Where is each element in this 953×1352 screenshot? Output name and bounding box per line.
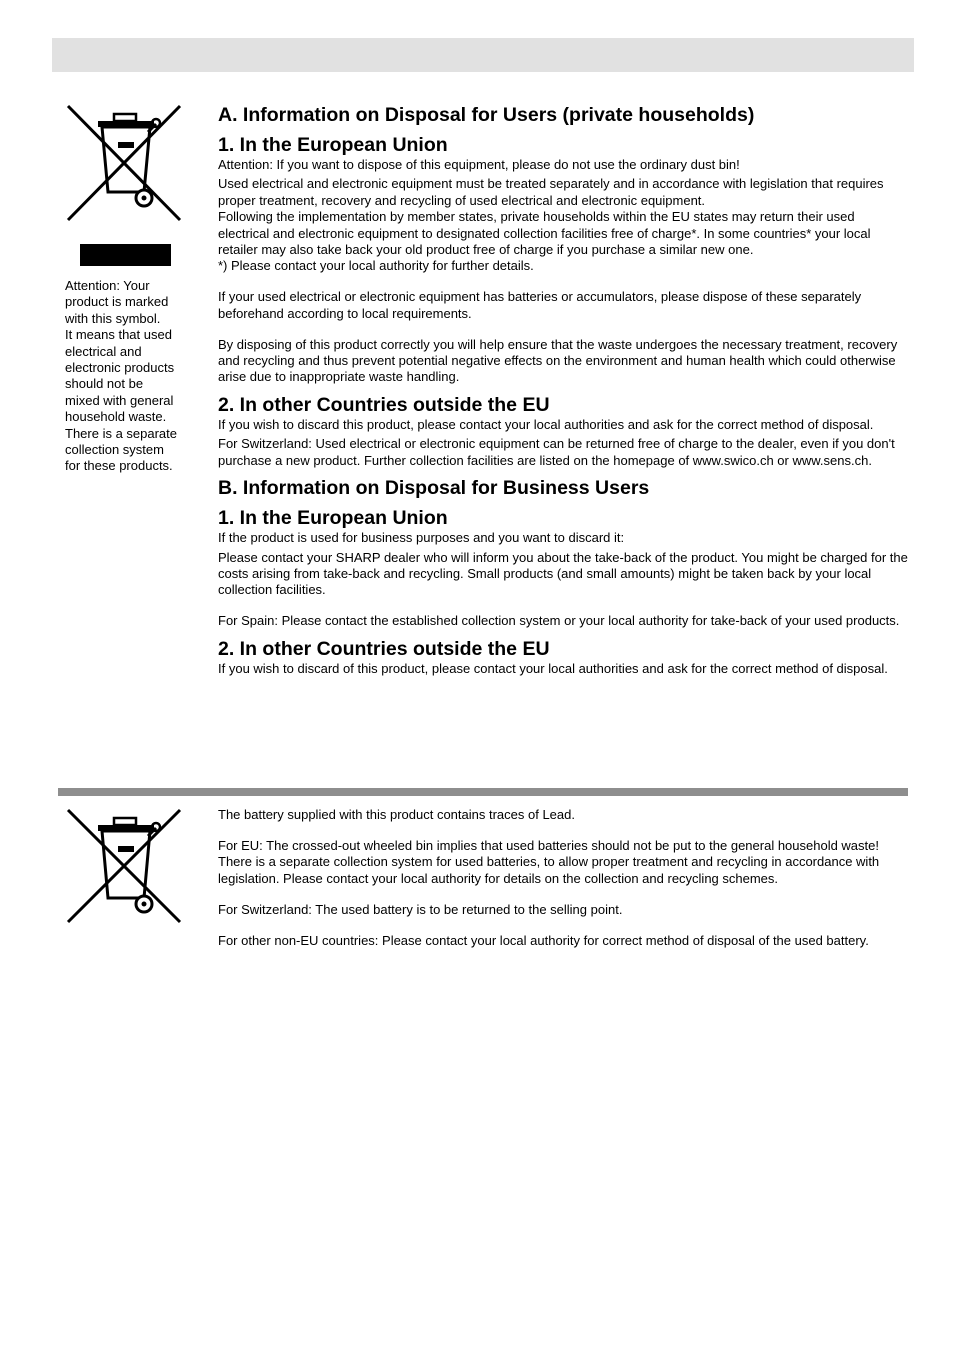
battery-p4: For other non-EU countries: Please contact your local authority for correct method of disposal of the used battery. [218, 932, 869, 948]
side-note-line: should not be [65, 376, 144, 392]
section-a-other-heading: 2. In other Countries outside the EU [218, 393, 550, 416]
main-column [218, 103, 908, 677]
side-note-line: product is marked [65, 294, 169, 310]
crossed-out-wheeled-bin-icon [62, 806, 186, 926]
section-a-eu-heading: 1. In the European Union [218, 134, 448, 156]
section-b-title: B. Information on Disposal for Business Users [218, 477, 650, 500]
battery-p3: For Switzerland: The used battery is to be returned to the selling point. [218, 901, 623, 917]
battery-column [218, 807, 908, 949]
side-note-line: mixed with general [65, 392, 174, 408]
side-note-line: for these products. [65, 458, 173, 474]
section-a-eu-p4: If your used electrical or electronic equipment has batteries or accumulators, please dispose of these separately beforehand according to local requirements. [218, 289, 862, 321]
section-b-eu-p3: For Spain: Please contact the established collection system or your local authority for take-back of your used products. [218, 613, 900, 629]
section-divider [58, 788, 908, 796]
section-b-eu-p2: Please contact your SHARP dealer who will inform you about the take-back of the product. You might be charged for the costs arising from take-back and recycling. Small products (and small amounts) might be taken back by your local collection facilities. [218, 549, 908, 598]
side-note-line: It means that used [65, 327, 172, 343]
section-b-other-heading: 2. In other Countries outside the EU [218, 637, 550, 660]
crossed-out-wheeled-bin-icon [62, 102, 186, 224]
side-note-line: Attention: Your [65, 278, 150, 293]
section-a-other-p2: For Switzerland: Used electrical or electronic equipment can be returned free of charge to the dealer, even if you don't purchase a new product. Further collection facilities are listed on the homepage of www.swico.ch or www.sens.ch. [218, 436, 895, 468]
section-a-title: A. Information on Disposal for Users (private households) [218, 104, 755, 126]
section-a-eu-p2: Following the implementation by member states, private households within the EU states may return their used electrical and electronic equipment to designated collection facilities free of charge*. In some countries* your local retailer may also take back your old product free of charge if you purchase a similar new one. [218, 209, 871, 258]
section-a-attention: Attention: If you want to dispose of this equipment, please do not use the ordinary dust bin! [218, 157, 740, 172]
side-note-line: collection system [65, 442, 164, 458]
side-note-line: electrical and [65, 343, 142, 359]
section-b-other-p1: If you wish to discard of this product, please contact your local authorities and ask for the correct method of disposal. [218, 660, 888, 676]
side-note-line: electronic products [65, 360, 175, 376]
section-b-eu-p1: If the product is used for business purposes and you want to discard it: [218, 530, 625, 546]
section-a-eu-p3: *) Please contact your local authority for further details. [218, 258, 534, 274]
section-b-eu-heading: 1. In the European Union [218, 507, 448, 530]
section-a-eu-p5: By disposing of this product correctly you will help ensure that the waste undergoes the necessary treatment, recovery and recycling and thus prevent potential negative effects on the environment and human health which could otherwise arise due to inappropriate waste handling. [218, 336, 898, 385]
side-note [65, 278, 193, 475]
section-a-eu-p1: Used electrical and electronic equipment must be treated separately and in accordance with legislation that requires proper treatment, recovery and recycling of used electrical and electronic equipment. [218, 176, 884, 208]
section-a-other-p1: If you wish to discard this product, please contact your local authorities and ask for the correct method of disposal. [218, 416, 874, 432]
battery-p2: For EU: The crossed-out wheeled bin implies that used batteries should not be put to the general household waste! There is a separate collection system for used batteries, to allow proper treatment and recycling in accordance with legislation. Please contact your local authority for details on the collection and recycling schemes. [218, 837, 880, 886]
battery-p1: The battery supplied with this product contains traces of Lead. [218, 807, 575, 822]
side-note-line: with this symbol. [65, 310, 161, 326]
side-note-line: household waste. [65, 409, 167, 425]
header-bar [52, 38, 914, 72]
side-note-line: There is a separate [65, 425, 178, 441]
symbol-date-bar [80, 244, 171, 266]
